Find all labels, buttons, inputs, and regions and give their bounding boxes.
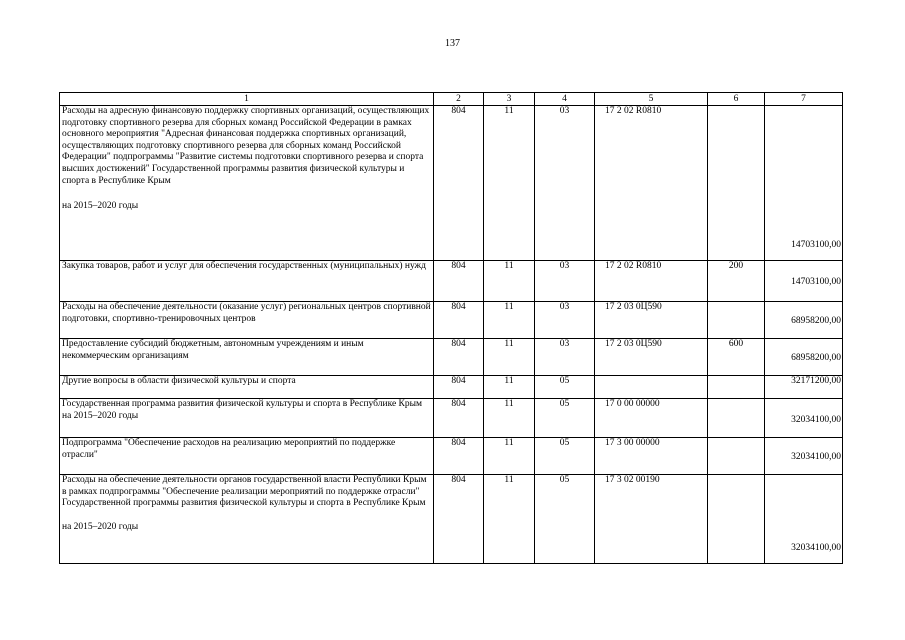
table-row (60, 106, 843, 261)
ministry-code: 804 (434, 302, 484, 339)
page-number: 137 (445, 38, 460, 49)
expense-type-code (708, 376, 765, 399)
expense-type-code: 200 (708, 261, 765, 302)
header-cell: 7 (765, 93, 843, 106)
expense-name: Расходы на адресную финансовую поддержку спортивных организаций, осуществляющих подготовку спортивного резерва для сборных команд Российской Федерации в рамках основного мероприятия "Адресная финансовая поддержка спортивных организаций, осуществляющих подготовку спортивного резерва для сборных команд Российской Федерации" подпрограммы "Развитие системы подготовки спортивного резерва и спорта высших достижений" Государственной программы развития физической культуры и спорта в Республике Крым (62, 106, 430, 186)
expense-name-cell (60, 438, 434, 475)
subsection-code: 03 (535, 339, 595, 376)
expense-name-tail: на 2015–2020 годы (62, 201, 139, 212)
header-cell: 4 (535, 93, 595, 106)
target-article-code: 17 3 02 00190 (595, 475, 708, 564)
expense-name-cell (60, 261, 434, 302)
expense-name: Подпрограмма "Обеспечение расходов на реализацию мероприятий по поддержке отрасли" (62, 438, 396, 460)
subsection-code: 05 (535, 475, 595, 564)
section-code: 11 (484, 475, 535, 564)
table-row (60, 261, 843, 302)
subsection-code: 03 (535, 261, 595, 302)
header-cell: 5 (595, 93, 708, 106)
target-article-code: 17 2 02 R0810 (595, 106, 708, 261)
table-header-row (60, 93, 843, 106)
expense-name: Государственная программа развития физической культуры и спорта в Республике Крым на 2015–2020 годы (62, 399, 423, 421)
expense-name: Другие вопросы в области физической культуры и спорта (62, 376, 296, 386)
expense-type-code (708, 475, 765, 564)
expense-name-cell (60, 106, 434, 261)
expense-type-code (708, 302, 765, 339)
target-article-code: 17 3 00 00000 (595, 438, 708, 475)
expense-name-cell (60, 302, 434, 339)
subsection-code: 05 (535, 376, 595, 399)
subsection-code: 03 (535, 302, 595, 339)
target-article-code: 17 2 03 0Ц590 (595, 302, 708, 339)
subsection-code: 03 (535, 106, 595, 261)
section-code: 11 (484, 399, 535, 438)
amount: 14703100,00 (765, 261, 843, 302)
table-row (60, 438, 843, 475)
header-cell: 3 (484, 93, 535, 106)
expense-name-cell (60, 339, 434, 376)
ministry-code: 804 (434, 376, 484, 399)
table-row (60, 302, 843, 339)
amount: 68958200,00 (765, 339, 843, 376)
section-code: 11 (484, 261, 535, 302)
subsection-code: 05 (535, 438, 595, 475)
ministry-code: 804 (434, 339, 484, 376)
section-code: 11 (484, 106, 535, 261)
target-article-code: 17 2 03 0Ц590 (595, 339, 708, 376)
expense-type-code: 600 (708, 339, 765, 376)
target-article-code (595, 376, 708, 399)
target-article-code: 17 0 00 00000 (595, 399, 708, 438)
section-code: 11 (484, 302, 535, 339)
header-cell: 6 (708, 93, 765, 106)
header-cell: 1 (60, 93, 434, 106)
amount: 32034100,00 (765, 399, 843, 438)
expense-name-cell (60, 376, 434, 399)
amount: 32034100,00 (765, 475, 843, 564)
expense-name: Расходы на обеспечение деятельности (оказание услуг) региональных центров спортивной подготовки, спортивно-тренировочных центров (62, 302, 431, 324)
amount: 68958200,00 (765, 302, 843, 339)
ministry-code: 804 (434, 475, 484, 564)
expense-type-code (708, 399, 765, 438)
ministry-code: 804 (434, 399, 484, 438)
amount: 32034100,00 (765, 438, 843, 475)
budget-table (59, 92, 843, 564)
target-article-code: 17 2 02 R0810 (595, 261, 708, 302)
expense-type-code (708, 106, 765, 261)
expense-name-tail: на 2015–2020 годы (62, 521, 139, 532)
expense-name: Предоставление субсидий бюджетным, автономным учреждениям и иным некоммерческим организациям (62, 339, 364, 361)
expense-type-code (708, 438, 765, 475)
table-row (60, 376, 843, 399)
expense-name-cell (60, 475, 434, 564)
ministry-code: 804 (434, 261, 484, 302)
expense-name: Закупка товаров, работ и услуг для обеспечения государственных (муниципальных) нужд (62, 261, 426, 271)
header-cell: 2 (434, 93, 484, 106)
table-row (60, 475, 843, 564)
section-code: 11 (484, 376, 535, 399)
ministry-code: 804 (434, 106, 484, 261)
table-row (60, 339, 843, 376)
expense-name-cell (60, 399, 434, 438)
ministry-code: 804 (434, 438, 484, 475)
amount: 14703100,00 (765, 106, 843, 261)
expense-name: Расходы на обеспечение деятельности органов государственной власти Республики Крым в рамках подпрограммы "Обеспечение реализации мероприятий по поддержке отрасли" Государственной программы развития физической культуры и спорта в Республике Крым (62, 475, 427, 509)
subsection-code: 05 (535, 399, 595, 438)
amount: 32171200,00 (765, 376, 843, 399)
section-code: 11 (484, 339, 535, 376)
table-row (60, 399, 843, 438)
section-code: 11 (484, 438, 535, 475)
